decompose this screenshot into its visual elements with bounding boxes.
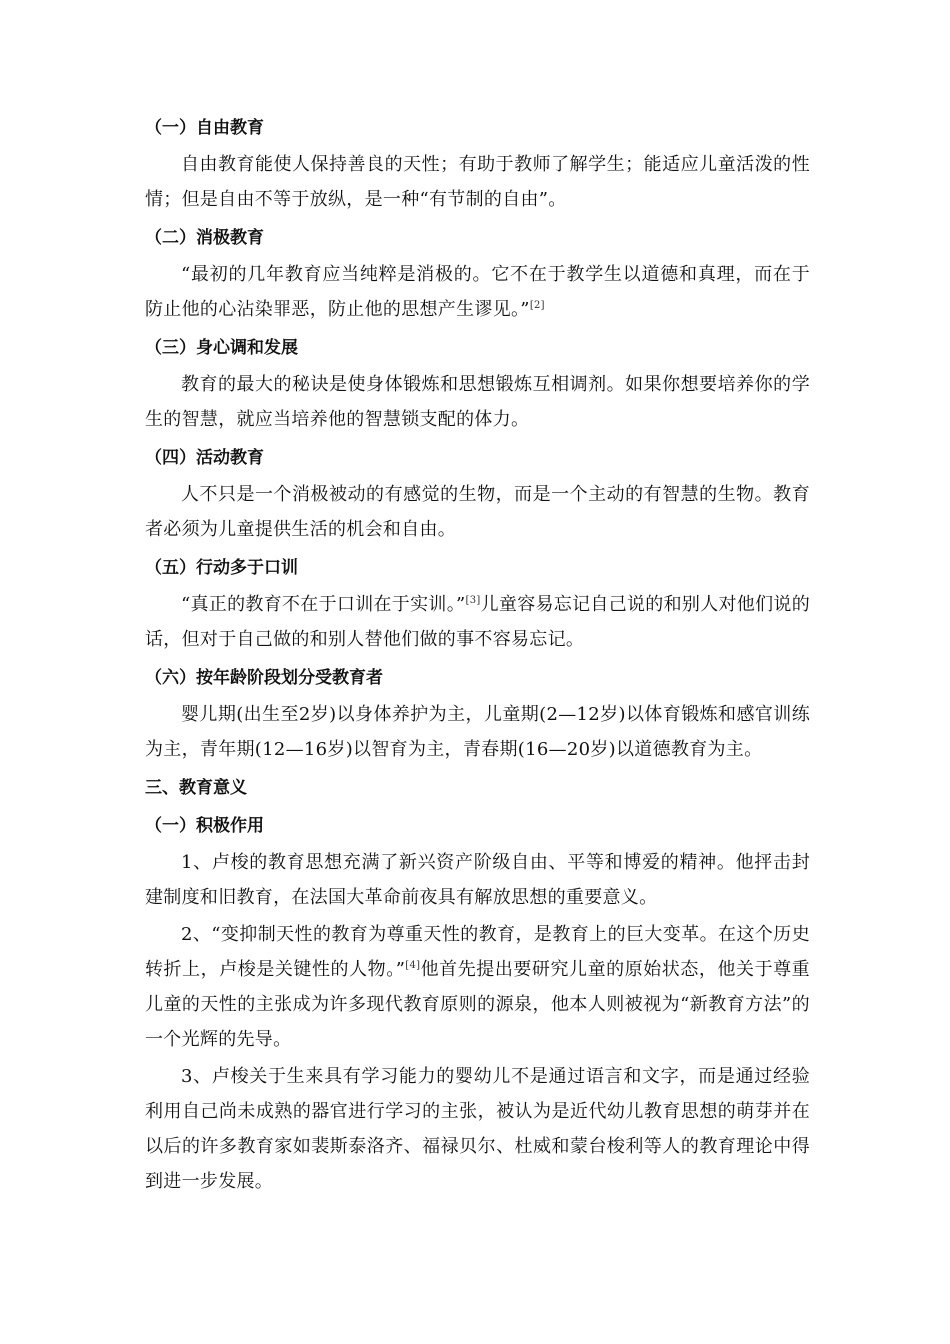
paragraph xyxy=(145,367,810,437)
paragraph-text: 3、卢梭关于生来具有学习能力的婴幼儿不是通过语言和文字，而是通过经验利用自己尚未成熟的器官进行学习的主张，被认为是近代幼儿教育思想的萌芽并在以后的许多教育家如裴斯泰洛齐、福禄贝尔、杜威和蒙台梭利等人的教育理论中得到进一步发展。 xyxy=(145,1066,810,1192)
document-body xyxy=(145,109,810,1201)
citation-marker: [3] xyxy=(465,595,481,606)
paragraph-text: “最初的几年教育应当纯粹是消极的。它不在于教学生以道德和真理，而在于防止他的心沾染罪恶，防止他的思想产生谬见。” xyxy=(145,264,810,320)
section-heading: （三）身心调和发展 xyxy=(145,338,298,358)
paragraph-text: 教育的最大的秘诀是使身体锻炼和思想锻炼互相调剂。如果你想要培养你的学生的智慧，就应当培养他的智慧锁支配的体力。 xyxy=(145,374,810,430)
paragraph-text: 人不只是一个消极被动的有感觉的生物，而是一个主动的有智慧的生物。教育者必须为儿童提供生活的机会和自由。 xyxy=(145,484,810,540)
paragraph xyxy=(145,845,810,915)
citation-marker: [2] xyxy=(529,300,545,311)
paragraph-text: 自由教育能使人保持善良的天性；有助于教师了解学生；能适应儿童活泼的性情；但是自由不等于放纵，是一种“有节制的自由”。 xyxy=(145,154,810,210)
paragraph xyxy=(145,917,810,1057)
paragraph xyxy=(145,257,810,327)
paragraph-text: 1、卢梭的教育思想充满了新兴资产阶级自由、平等和博爱的精神。他抨击封建制度和旧教育，在法国大革命前夜具有解放思想的重要意义。 xyxy=(145,852,810,908)
section-heading: （五）行动多于口训 xyxy=(145,558,298,578)
paragraph-text-continued: 他首先提出要研究儿童的原始状态，他关于尊重儿童的天性的主张成为许多现代教育原则的源泉，他本人则被视为“新教育方法”的一个光辉的先导。 xyxy=(145,959,810,1050)
paragraph xyxy=(145,147,810,217)
section-heading: （二）消极教育 xyxy=(145,228,264,248)
paragraph-text: 婴儿期(出生至2岁)以身体养护为主，儿童期(2—12岁)以体育锻炼和感官训练为主，青年期(12—16岁)以智育为主，青春期(16—20岁)以道德教育为主。 xyxy=(145,704,810,760)
paragraph xyxy=(145,1059,810,1199)
paragraph-text: “真正的教育不在于口训在于实训。” xyxy=(181,594,466,615)
chapter-heading: 三、教育意义 xyxy=(145,778,247,798)
section-heading: （四）活动教育 xyxy=(145,448,264,468)
citation-marker: [4] xyxy=(405,960,421,971)
paragraph-text-continued: 儿童容易忘记自己说的和别人对他们说的话，但对于自己做的和别人替他们做的事不容易忘记。 xyxy=(145,594,810,650)
paragraph-text: 2、“变抑制天性的教育为尊重天性的教育，是教育上的巨大变革。在这个历史转折上，卢梭是关键性的人物。” xyxy=(145,924,810,980)
paragraph xyxy=(145,697,810,767)
paragraph xyxy=(145,587,810,657)
paragraph xyxy=(145,477,810,547)
section-heading: （一）自由教育 xyxy=(145,118,264,138)
section-heading: （一）积极作用 xyxy=(145,816,264,836)
section-heading: （六）按年龄阶段划分受教育者 xyxy=(145,668,383,688)
